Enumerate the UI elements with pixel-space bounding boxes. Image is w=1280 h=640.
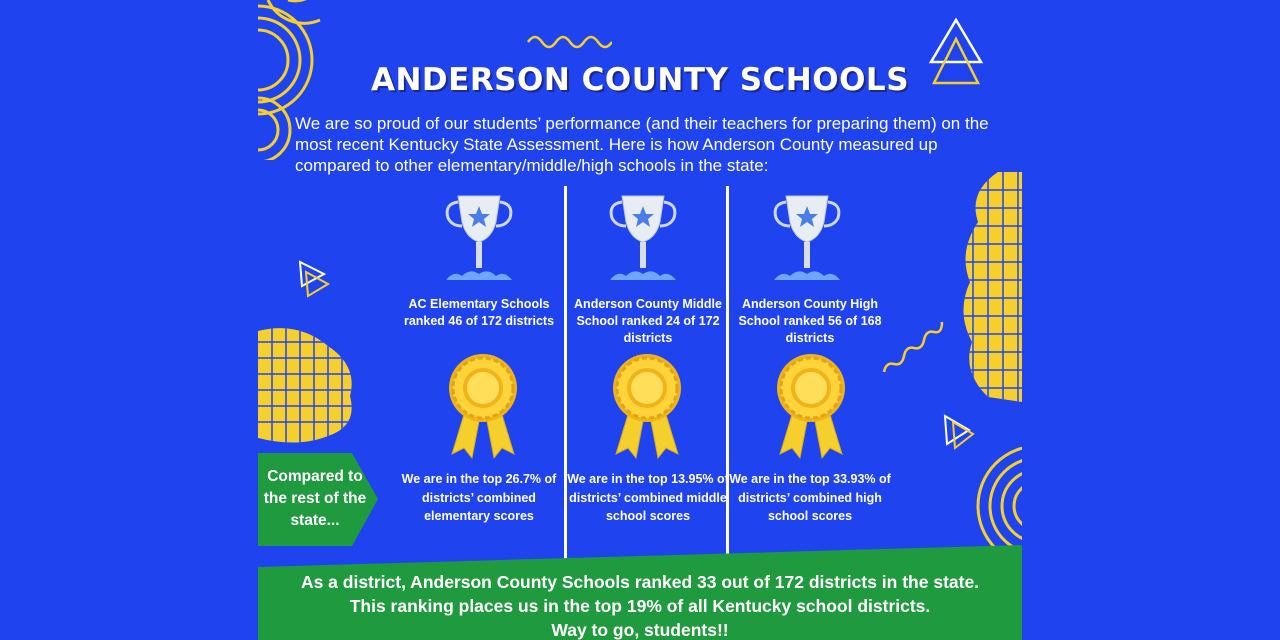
medal-icon	[444, 352, 522, 462]
compare-label: Compared to the rest of the state...	[263, 468, 367, 529]
middle-rank-text: Anderson County Middle School ranked 24 of 172 districts	[574, 297, 722, 345]
small-triangles-icon	[296, 258, 330, 300]
medal-icon	[772, 352, 850, 462]
rings-bottom-decoration-icon	[974, 436, 1022, 556]
trophy-icon	[444, 192, 514, 284]
intro-paragraph: We are so proud of our students’ performance (and their teachers for preparing them) on the most recent Kentucky State Assessment. Here is how Anderson County measured up compared to other elementary/middle/high schools in the state:	[295, 114, 989, 175]
trophy-icon	[772, 192, 842, 284]
summary-line-2: This ranking places us in the top 19% of all Kentucky school districts.	[349, 596, 931, 616]
summary-line-3: Way to go, students!!	[551, 620, 729, 640]
page-title: ANDERSON COUNTY SCHOOLS	[370, 62, 910, 98]
high-rank-text: Anderson County High School ranked 56 of 168 districts	[738, 297, 882, 345]
elementary-rank-text: AC Elementary Schools ranked 46 of 172 districts	[403, 297, 555, 328]
grid-blob-right-decoration-icon	[958, 172, 1022, 402]
summary-banner	[258, 570, 1022, 640]
small-triangles-right-icon	[941, 412, 977, 452]
summary-line-1: As a district, Anderson County Schools ranked 33 out of 172 districts in the state.	[300, 572, 980, 592]
high-top-text: We are in the top 33.93% of districts’ combined high school scores	[729, 472, 891, 523]
elementary-top-text: We are in the top 26.7% of districts’ combined elementary scores	[401, 472, 557, 523]
medal-icon	[608, 352, 686, 462]
trophy-icon	[608, 192, 678, 284]
infographic-panel	[258, 0, 1022, 640]
grid-blob-decoration-icon	[258, 326, 358, 446]
middle-top-text: We are in the top 13.95% of districts’ combined middle school scores	[567, 472, 729, 523]
squiggle-decoration-icon	[526, 32, 612, 50]
